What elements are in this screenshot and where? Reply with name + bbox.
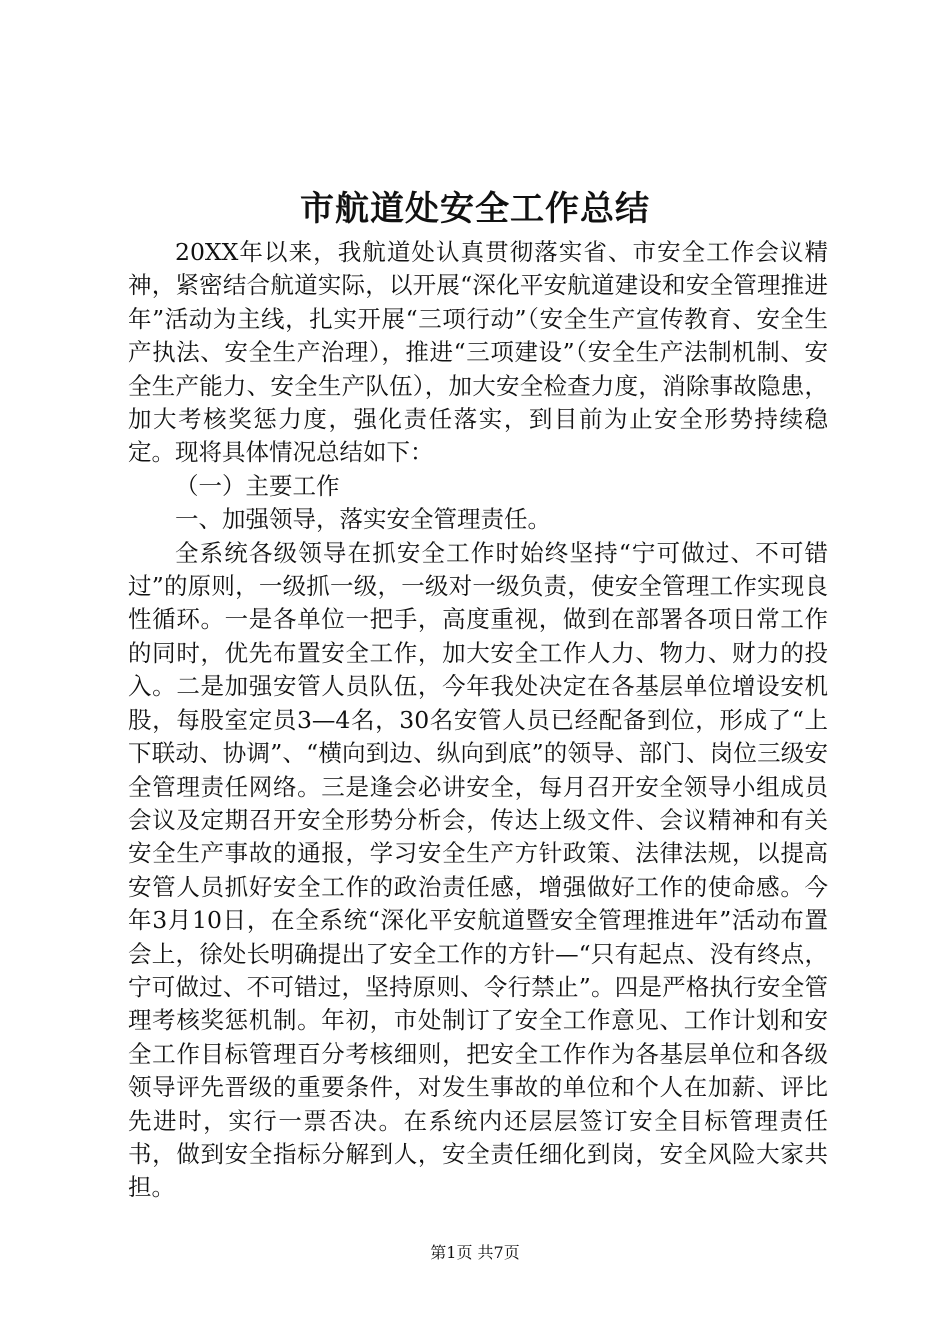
- section-heading-main-work: （一）主要工作: [175, 471, 340, 500]
- document-body: [128, 236, 828, 1205]
- intro-paragraph: 20XX年以来，我航道处认真贯彻落实省、市安全工作会议精神，紧密结合航道实际，以开展“深化平安航道建设和安全管理推进年”活动为主线，扎实开展“三项行动”（安全生产宣传教育、安全生产执法、安全生产治理），推进“三项建设”（安全生产法制机制、安全生产能力、安全生产队伍），加大安全检查力度，消除事故隐患，加大考核奖惩力度，强化责任落实，到目前为止安全形势持续稳定。现将具体情况总结如下：: [128, 238, 828, 467]
- subsection-heading-leadership: 一、加强领导，落实安全管理责任。: [175, 505, 551, 534]
- page-footer: 第1页 共7页: [430, 1243, 520, 1262]
- document-title: 市航道处安全工作总结: [300, 189, 650, 229]
- leadership-paragraph: 全系统各级领导在抓安全工作时始终坚持“宁可做过、不可错过”的原则，一级抓一级，一级对一级负责，使安全管理工作实现良性循环。一是各单位一把手，高度重视，做到在部署各项日常工作的同时，优先布置安全工作，加大安全工作人力、物力、财力的投入。二是加强安管人员队伍，今年我处决定在各基层单位增设安机股，每股室定员3—4名，30名安管人员已经配备到位，形成了“上下联动、协调”、“横向到边、纵向到底”的领导、部门、岗位三级安全管理责任网络。三是逢会必讲安全，每月召开安全领导小组成员会议及定期召开安全形势分析会，传达上级文件、会议精神和有关安全生产事故的通报，学习安全生产方针政策、法律法规，以提高安管人员抓好安全工作的政治责任感，增强做好工作的使命感。今年3月10日，在全系统“深化平安航道暨安全管理推进年”活动布置会上，徐处长明确提出了安全工作的方针—“只有起点、没有终点，宁可做过、不可错过，坚持原则、令行禁止”。四是严格执行安全管理考核奖惩机制。年初，市处制订了安全工作意见、工作计划和安全工作目标管理百分考核细则，把安全工作作为各基层单位和各级领导评先晋级的重要条件，对发生事故的单位和个人在加薪、评比先进时，实行一票否决。在系统内还层层签订安全目标管理责任书，做到安全指标分解到人，安全责任细化到岗，安全风险大家共担。: [128, 538, 828, 1202]
